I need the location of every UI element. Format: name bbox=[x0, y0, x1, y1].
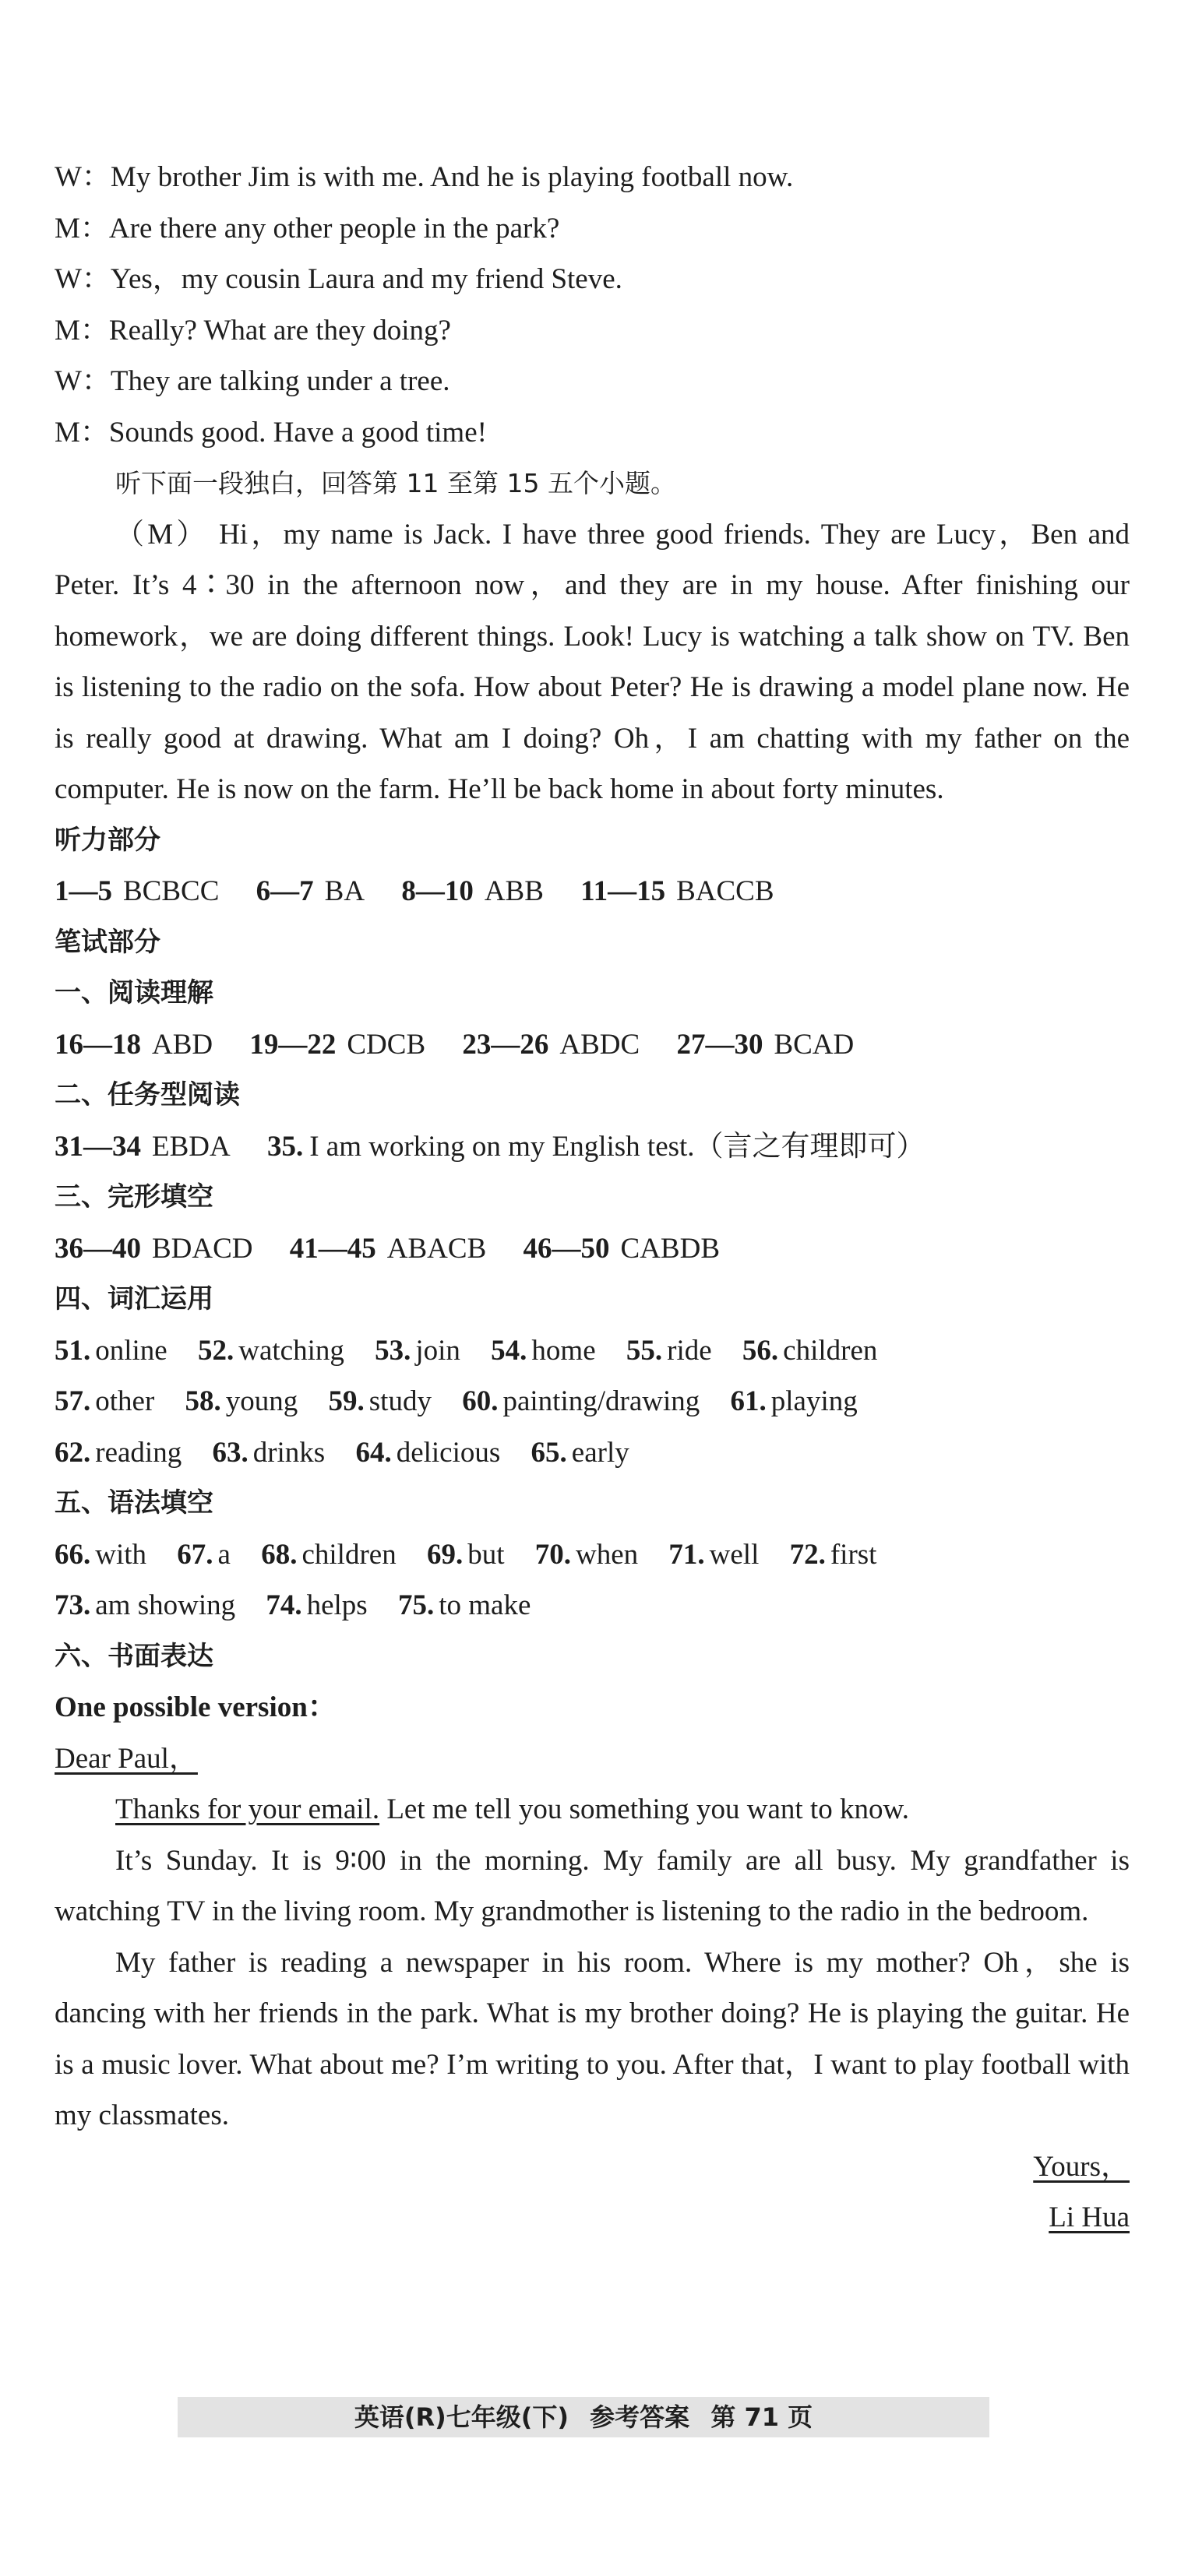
footer-page-number: 第 71 页 bbox=[710, 2402, 813, 2432]
answer-group bbox=[290, 1223, 486, 1275]
answer-item bbox=[491, 1325, 595, 1377]
answer-item bbox=[731, 1376, 858, 1427]
signature-text: Li Hua bbox=[1049, 2201, 1130, 2233]
answer-text: first bbox=[830, 1538, 877, 1571]
answer-group bbox=[256, 866, 365, 917]
listening-heading: 听力部分 bbox=[55, 824, 160, 856]
grammar-row bbox=[55, 1580, 1130, 1631]
answer-text: ABDC bbox=[559, 1028, 640, 1061]
footer-subject: 英语(R)七年级(下) bbox=[354, 2402, 569, 2432]
answer-item bbox=[185, 1376, 298, 1427]
answer-text: with bbox=[95, 1538, 147, 1571]
answer-text: online bbox=[95, 1334, 167, 1367]
answer-text: ride bbox=[667, 1334, 712, 1367]
letter-paragraph: My father is reading a newspaper in his room. Where is my mother? Oh，she is dancing with her friends in the park. What is my brother doing? He is playing the guitar. He is a music lover. What about me? I’m writing to you. After that，I want to play football with my classmates. bbox=[55, 1946, 1130, 2131]
answer-text: am showing bbox=[95, 1589, 236, 1621]
question-number: 52. bbox=[197, 1334, 234, 1367]
question-range: 27—30 bbox=[676, 1028, 763, 1061]
question-number: 75. bbox=[397, 1589, 435, 1621]
question-number: 54. bbox=[491, 1334, 527, 1367]
answer-item bbox=[531, 1427, 629, 1479]
answer-group bbox=[55, 1223, 253, 1275]
answer-text: when bbox=[575, 1538, 639, 1571]
question-range: 31—34 bbox=[55, 1130, 141, 1163]
question-number: 65. bbox=[531, 1436, 567, 1469]
answer-text: BACCB bbox=[676, 875, 774, 907]
answer-item bbox=[355, 1427, 500, 1479]
underlined-opening: Thanks for your email. bbox=[115, 1793, 380, 1825]
dialogue-line: W：Yes，my cousin Laura and my friend Steve. bbox=[55, 263, 622, 295]
answer-item bbox=[55, 1427, 182, 1479]
answer-text: to make bbox=[439, 1589, 531, 1621]
answer-item bbox=[375, 1325, 460, 1377]
answer-group bbox=[55, 866, 219, 917]
closing-text: Yours， bbox=[1033, 2150, 1130, 2183]
question-range: 16—18 bbox=[55, 1028, 141, 1061]
question-number: 53. bbox=[375, 1334, 411, 1367]
answer-group bbox=[676, 1019, 854, 1071]
question-number: 57. bbox=[55, 1385, 91, 1417]
reading-heading: 一、阅读理解 bbox=[55, 977, 213, 1008]
answer-group bbox=[249, 1019, 425, 1071]
answer-text: reading bbox=[95, 1436, 182, 1469]
question-number: 35. bbox=[266, 1130, 304, 1163]
question-number: 68. bbox=[261, 1538, 298, 1571]
answer-text: young bbox=[225, 1385, 298, 1417]
grammar-row bbox=[55, 1529, 1130, 1581]
dialogue-line: W：My brother Jim is with me. And he is playing football now. bbox=[55, 161, 794, 193]
version-label: One possible version： bbox=[55, 1691, 337, 1723]
cloze-heading: 三、完形填空 bbox=[55, 1181, 213, 1212]
answer-item bbox=[535, 1529, 638, 1581]
answer-item bbox=[55, 1529, 146, 1581]
written-heading: 笔试部分 bbox=[55, 926, 160, 958]
question-number: 73. bbox=[55, 1589, 91, 1621]
vocabulary-row bbox=[55, 1427, 1130, 1479]
answer-item bbox=[668, 1529, 759, 1581]
dialogue-line: W：They are talking under a tree. bbox=[55, 365, 450, 397]
task-reading-heading: 二、任务型阅读 bbox=[55, 1079, 240, 1110]
answer-group bbox=[462, 1019, 640, 1071]
answer-text: I am working on my English test.（言之有理即可） bbox=[309, 1130, 925, 1163]
question-number: 59. bbox=[328, 1385, 365, 1417]
listening-answers bbox=[55, 866, 1130, 917]
answer-text: study bbox=[368, 1385, 432, 1417]
answer-text: other bbox=[95, 1385, 155, 1417]
cloze-answers bbox=[55, 1223, 1130, 1275]
question-range: 19—22 bbox=[249, 1028, 337, 1061]
answer-text: BDACD bbox=[152, 1232, 253, 1265]
answer-text: well bbox=[709, 1538, 760, 1571]
question-number: 69. bbox=[426, 1538, 464, 1571]
question-number: 58. bbox=[185, 1385, 221, 1417]
answer-text: ABB bbox=[484, 875, 544, 907]
question-range: 36—40 bbox=[55, 1232, 141, 1265]
answer-text: playing bbox=[770, 1385, 858, 1417]
answer-text: ABACB bbox=[386, 1232, 487, 1265]
question-range: 1—5 bbox=[55, 875, 112, 907]
monologue-intro: 听下面一段独白，回答第 11 至第 15 五个小题。 bbox=[115, 468, 676, 498]
question-range: 46—50 bbox=[523, 1232, 610, 1265]
salutation-text: Dear Paul， bbox=[55, 1742, 198, 1775]
answer-text: BA bbox=[324, 875, 365, 907]
question-number: 74. bbox=[266, 1589, 302, 1621]
reading-answers bbox=[55, 1019, 1130, 1071]
answer-group bbox=[524, 1223, 720, 1275]
page-footer bbox=[178, 2397, 989, 2437]
salutation bbox=[55, 1733, 1130, 1785]
answer-text: children bbox=[783, 1334, 878, 1367]
answer-item bbox=[55, 1580, 235, 1631]
answer-text: ABD bbox=[152, 1028, 213, 1061]
answer-item bbox=[55, 1325, 167, 1377]
question-number: 72. bbox=[789, 1538, 826, 1571]
answer-item bbox=[198, 1325, 344, 1377]
answer-text: EBDA bbox=[152, 1130, 231, 1163]
answer-item bbox=[55, 1376, 154, 1427]
answer-text: watching bbox=[238, 1334, 344, 1367]
answer-page bbox=[55, 152, 1130, 2243]
question-range: 11—15 bbox=[580, 875, 666, 907]
grammar-heading: 五、语法填空 bbox=[55, 1487, 213, 1519]
answer-text: early bbox=[571, 1436, 629, 1469]
vocabulary-row bbox=[55, 1325, 1130, 1377]
answer-text: painting/drawing bbox=[502, 1385, 700, 1417]
answer-text: but bbox=[467, 1538, 505, 1571]
letter-paragraph: It’s Sunday. It is 9∶00 in the morning. My family are all busy. My grandfather is watching TV in the living room. My grandmother is listening to the radio in the bedroom. bbox=[55, 1844, 1130, 1927]
question-number: 63. bbox=[212, 1436, 249, 1469]
answer-text: helps bbox=[306, 1589, 368, 1621]
closing bbox=[55, 2141, 1130, 2193]
dialogue-line: M：Sounds good. Have a good time! bbox=[55, 416, 487, 449]
signature bbox=[55, 2192, 1130, 2243]
question-number: 70. bbox=[534, 1538, 571, 1571]
question-range: 6—7 bbox=[256, 875, 314, 907]
paragraph-text: Let me tell you something you want to know. bbox=[379, 1793, 910, 1825]
question-number: 71. bbox=[668, 1538, 705, 1571]
answer-text: CABDB bbox=[620, 1232, 720, 1265]
answer-group bbox=[55, 1019, 213, 1071]
question-number: 55. bbox=[626, 1334, 663, 1367]
answer-text: home bbox=[531, 1334, 596, 1367]
answer-text: drinks bbox=[252, 1436, 326, 1469]
answer-group bbox=[55, 1121, 231, 1173]
dialogue bbox=[55, 152, 1130, 458]
question-range: 41—45 bbox=[289, 1232, 376, 1265]
question-number: 62. bbox=[55, 1436, 91, 1469]
answer-group bbox=[580, 866, 774, 917]
question-number: 51. bbox=[55, 1334, 91, 1367]
letter-paragraph bbox=[55, 1784, 1130, 1835]
answer-item bbox=[212, 1427, 325, 1479]
answer-item bbox=[329, 1376, 432, 1427]
footer-section: 参考答案 bbox=[590, 2402, 690, 2432]
answer-item bbox=[790, 1529, 877, 1581]
answer-item bbox=[626, 1325, 712, 1377]
answer-text: BCBCC bbox=[123, 875, 220, 907]
dialogue-line: M：Are there any other people in the park? bbox=[55, 212, 560, 245]
question-number: 60. bbox=[462, 1385, 499, 1417]
question-number: 64. bbox=[355, 1436, 392, 1469]
monologue-paragraph: （M） Hi，my name is Jack. I have three good friends. They are Lucy，Ben and Peter. It’s 4∶30 in the afternoon now，and they are in my house. After finishing our homework，we are doing different things. Look! Lucy is watching a talk show on TV. Ben is listening to the radio on the sofa. How about Peter? He is drawing a model plane now. He is really good at drawing. What am I doing? Oh，I am chatting with my father on the computer. He is now on the farm. He’ll be back home in about forty minutes. bbox=[55, 518, 1130, 805]
question-number: 56. bbox=[742, 1334, 779, 1367]
question-number: 66. bbox=[55, 1538, 91, 1571]
writing-heading: 六、书面表达 bbox=[55, 1640, 213, 1672]
vocabulary-heading: 四、词汇运用 bbox=[55, 1283, 213, 1314]
answer-text: CDCB bbox=[347, 1028, 426, 1061]
answer-item bbox=[177, 1529, 231, 1581]
answer-text: BCAD bbox=[774, 1028, 855, 1061]
answer-text: children bbox=[301, 1538, 397, 1571]
answer-item bbox=[462, 1376, 700, 1427]
answer-item bbox=[742, 1325, 877, 1377]
answer-item bbox=[266, 1580, 367, 1631]
answer-item bbox=[398, 1580, 531, 1631]
question-number: 67. bbox=[177, 1538, 213, 1571]
question-range: 8—10 bbox=[401, 875, 474, 907]
answer-item bbox=[427, 1529, 505, 1581]
answer-text: a bbox=[217, 1538, 231, 1571]
question-number: 61. bbox=[730, 1385, 767, 1417]
task-reading-answers bbox=[55, 1121, 1130, 1173]
vocabulary-row bbox=[55, 1376, 1130, 1427]
answer-text: delicious bbox=[396, 1436, 501, 1469]
answer-text: join bbox=[415, 1334, 460, 1367]
dialogue-line: M：Really? What are they doing? bbox=[55, 314, 451, 347]
answer-item bbox=[261, 1529, 396, 1581]
answer-group bbox=[401, 866, 544, 917]
answer-group bbox=[267, 1121, 925, 1173]
question-range: 23—26 bbox=[462, 1028, 549, 1061]
